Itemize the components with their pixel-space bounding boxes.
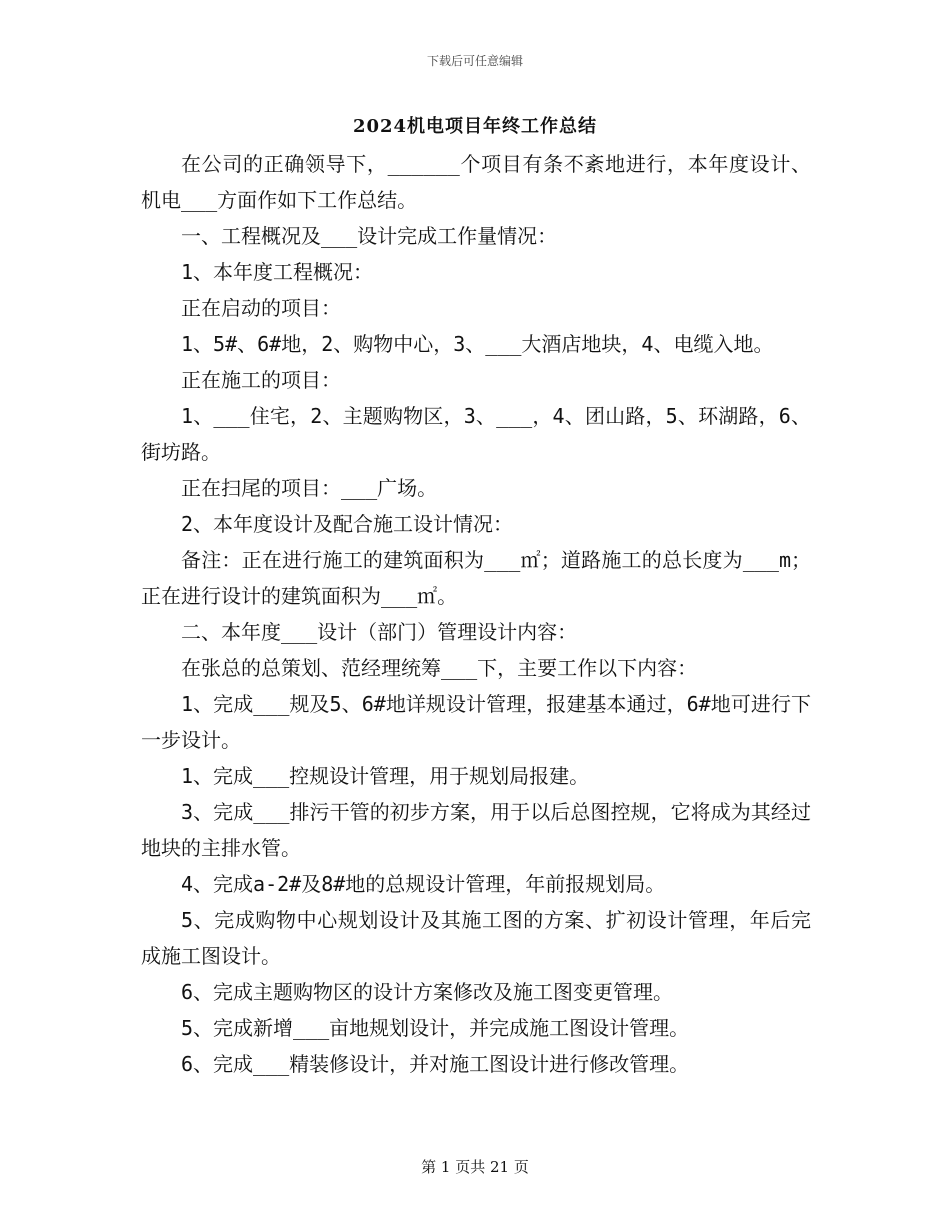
document-title: 2024机电项目年终工作总结 (352, 116, 598, 137)
paragraph: 4、完成a-2#及8#地的总规设计管理，年前报规划局。 (181, 872, 666, 896)
paragraph: 正在启动的项目： (181, 296, 341, 320)
paragraph: 二、本年度___设计（部门）管理设计内容： (181, 620, 578, 644)
page-footer: 第 1 页共 21 页 (421, 1158, 529, 1176)
paragraph: 正在施工的项目： (181, 368, 341, 392)
paragraph: 6、完成主题购物区的设计方案修改及施工图变更管理。 (181, 980, 674, 1004)
paragraph: 1、本年度工程概况： (181, 260, 374, 284)
paragraph: 1、完成___控规设计管理，用于规划局报建。 (181, 764, 590, 788)
page-header: 下载后可任意编辑 (426, 54, 523, 68)
paragraph: 备注：正在进行施工的建筑面积为___㎡；道路施工的总长度为___m；正在进行设计的建筑面积为___㎡。 (141, 548, 811, 608)
document-body (141, 146, 811, 1082)
paragraph: 在张总的总策划、范经理统筹___下，主要工作以下内容： (181, 656, 698, 680)
paragraph: 5、完成购物中心规划设计及其施工图的方案、扩初设计管理，年后完成施工图设计。 (141, 908, 811, 968)
paragraph: 在公司的正确领导下，______个项目有条不紊地进行，本年度设计、机电___方面作如下工作总结。 (141, 152, 811, 212)
paragraph: 正在扫尾的项目：___广场。 (181, 476, 438, 500)
paragraph: 6、完成___精装修设计，并对施工图设计进行修改管理。 (181, 1052, 690, 1076)
paragraph: 1、完成___规及5、6#地详规设计管理，报建基本通过，6#地可进行下一步设计。 (141, 692, 811, 752)
paragraph: 2、本年度设计及配合施工设计情况： (181, 512, 514, 536)
paragraph: 3、完成___排污干管的初步方案，用于以后总图控规，它将成为其经过地块的主排水管。 (141, 800, 811, 860)
paragraph: 1、___住宅，2、主题购物区，3、___，4、团山路，5、环湖路，6、街坊路。 (141, 404, 811, 464)
paragraph: 5、完成新增___亩地规划设计，并完成施工图设计管理。 (181, 1016, 690, 1040)
paragraph: 1、5#、6#地，2、购物中心，3、___大酒店地块，4、电缆入地。 (181, 332, 774, 356)
paragraph: 一、工程概况及___设计完成工作量情况： (181, 224, 558, 248)
